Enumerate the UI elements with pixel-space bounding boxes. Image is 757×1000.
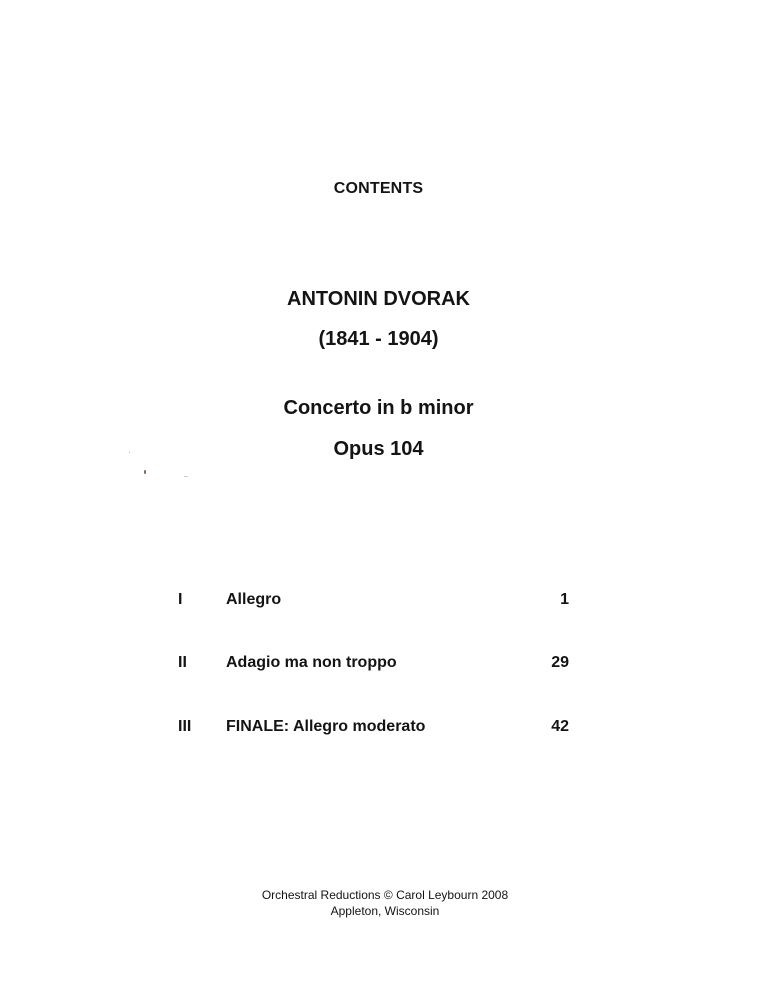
movement-title: FINALE: Allegro moderato bbox=[226, 718, 426, 735]
movement-title: Allegro bbox=[226, 591, 282, 608]
footer-location: Appleton, Wisconsin bbox=[330, 904, 440, 918]
movement-title: Adagio ma non troppo bbox=[226, 654, 397, 671]
work-title: Concerto in b minor bbox=[283, 397, 474, 419]
movement-page-number: 29 bbox=[551, 654, 569, 671]
contents-heading: CONTENTS bbox=[333, 180, 424, 197]
footer-copyright: Orchestral Reductions © Carol Leybourn 2008 bbox=[261, 888, 509, 902]
composer-dates: (1841 - 1904) bbox=[318, 328, 439, 350]
work-opus: Opus 104 bbox=[333, 438, 424, 460]
scan-speck bbox=[129, 452, 130, 453]
toc-entry bbox=[0, 654, 757, 678]
movement-numeral: III bbox=[178, 718, 192, 735]
toc-entry bbox=[0, 591, 757, 615]
movement-numeral: I bbox=[178, 591, 183, 608]
movement-page-number: 42 bbox=[551, 718, 569, 735]
toc-entry bbox=[0, 718, 757, 742]
movement-page-number: 1 bbox=[560, 591, 569, 608]
movement-numeral: II bbox=[178, 654, 187, 671]
composer-name: ANTONIN DVORAK bbox=[287, 288, 470, 310]
scan-speck bbox=[144, 470, 146, 474]
scan-speck bbox=[184, 476, 188, 477]
